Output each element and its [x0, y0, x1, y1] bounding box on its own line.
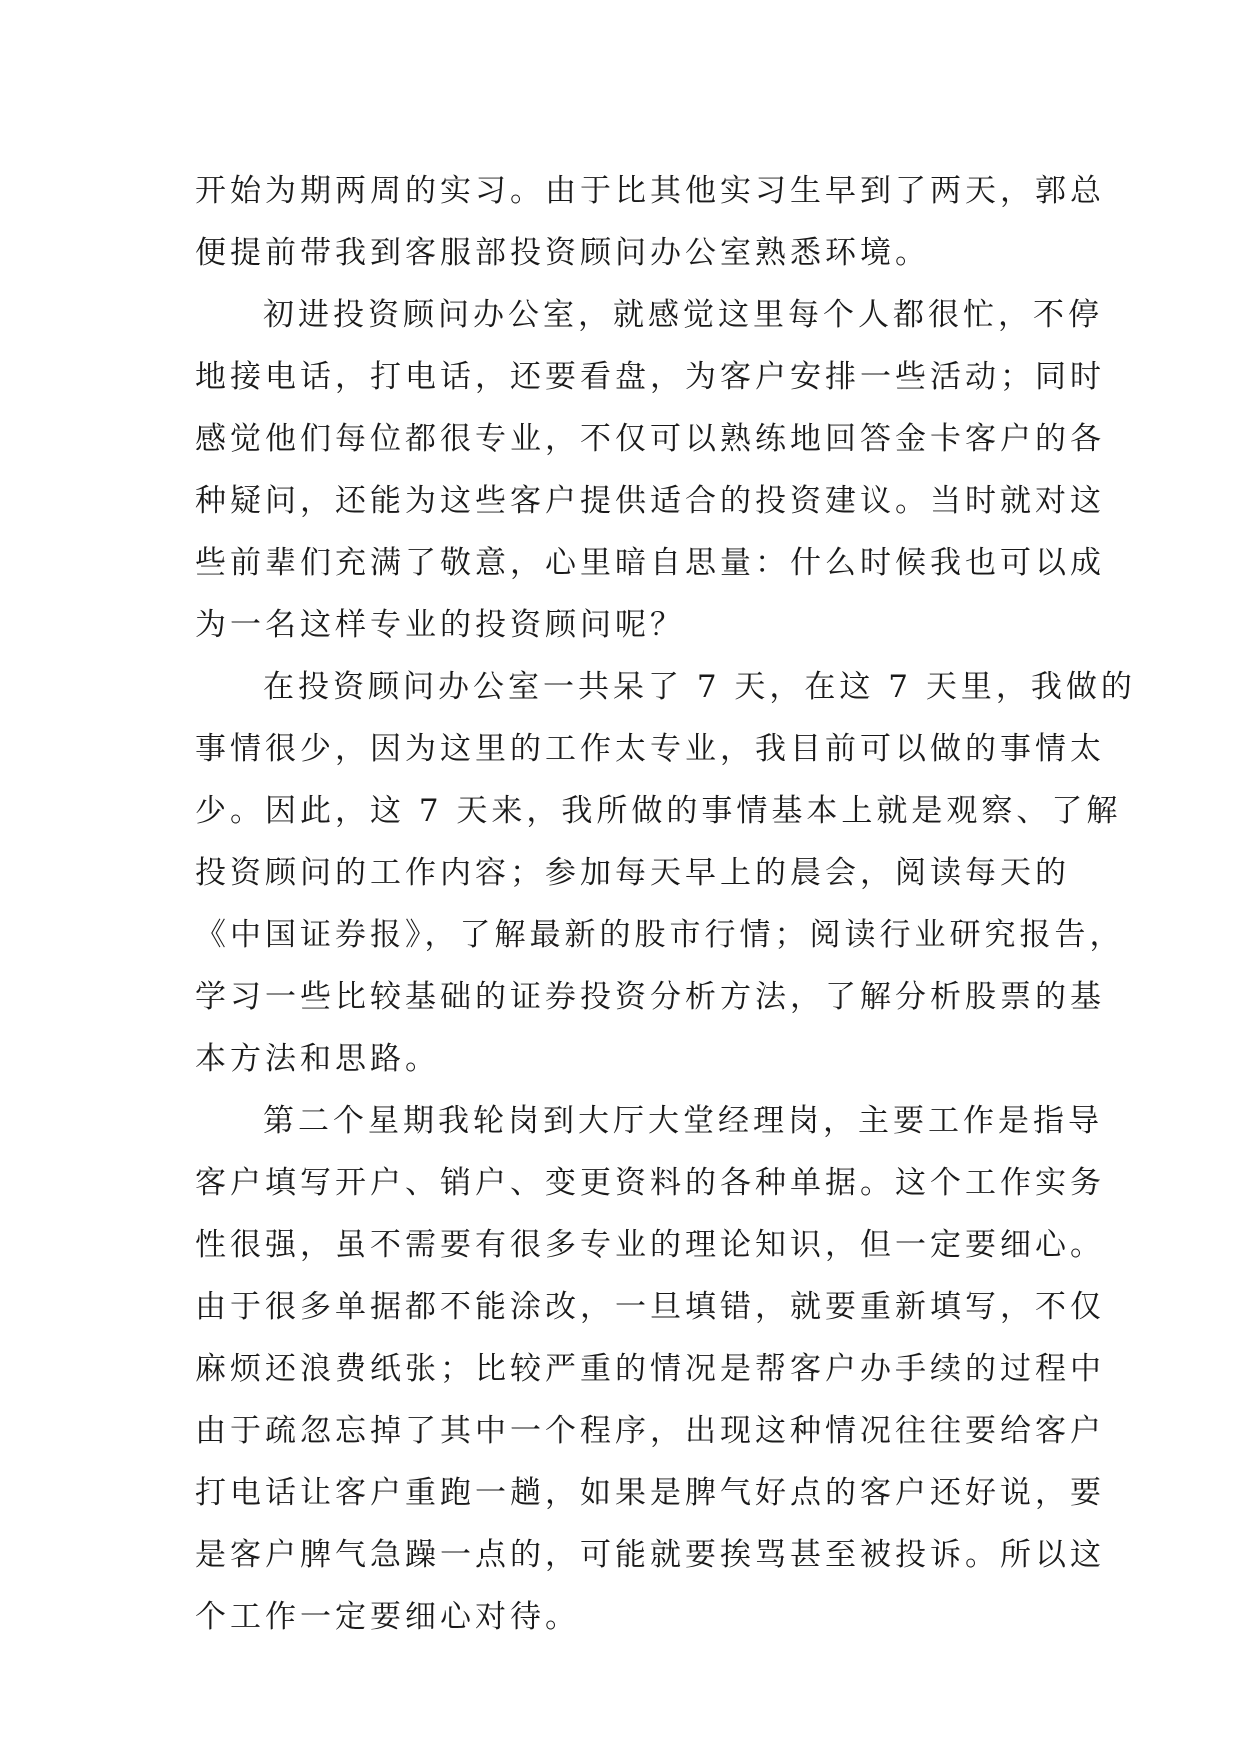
text-line: 《中国证券报》，了解最新的股市行情；阅读行业研究报告， [195, 917, 1125, 953]
document-body [195, 160, 1136, 1648]
text-line: 地接电话，打电话，还要看盘，为客户安排一些活动；同时 [195, 359, 1105, 395]
text-line: 是客户脾气急躁一点的，可能就要挨骂甚至被投诉。所以这 [195, 1537, 1105, 1573]
paragraph-first-line: 第二个星期我轮岗到大厅大堂经理岗，主要工作是指导 [263, 1103, 1103, 1139]
text-line: 种疑问，还能为这些客户提供适合的投资建议。当时就对这 [195, 483, 1105, 519]
text-line: 本方法和思路。 [195, 1041, 440, 1077]
paragraph-first-line: 在投资顾问办公室一共呆了 7 天，在这 7 天里，我做的 [263, 669, 1136, 705]
text-line: 感觉他们每位都很专业，不仅可以熟练地回答金卡客户的各 [195, 421, 1105, 457]
paragraph-first-line: 初进投资顾问办公室，就感觉这里每个人都很忙，不停 [263, 297, 1103, 333]
text-line: 性很强，虽不需要有很多专业的理论知识，但一定要细心。 [195, 1227, 1105, 1263]
text-line: 麻烦还浪费纸张；比较严重的情况是帮客户办手续的过程中 [195, 1351, 1105, 1387]
text-line: 打电话让客户重跑一趟，如果是脾气好点的客户还好说，要 [195, 1475, 1105, 1511]
text-line: 个工作一定要细心对待。 [195, 1599, 580, 1635]
text-line: 学习一些比较基础的证券投资分析方法，了解分析股票的基 [195, 979, 1105, 1015]
text-line: 些前辈们充满了敬意，心里暗自思量：什么时候我也可以成 [195, 545, 1105, 581]
text-line: 投资顾问的工作内容；参加每天早上的晨会，阅读每天的 [195, 855, 1070, 891]
text-line: 事情很少，因为这里的工作太专业，我目前可以做的事情太 [195, 731, 1105, 767]
text-line: 开始为期两周的实习。由于比其他实习生早到了两天，郭总 [195, 173, 1105, 209]
text-line: 为一名这样专业的投资顾问呢？ [195, 607, 685, 643]
text-line: 由于疏忽忘掉了其中一个程序，出现这种情况往往要给客户 [195, 1413, 1105, 1449]
text-line: 便提前带我到客服部投资顾问办公室熟悉环境。 [195, 235, 930, 271]
text-line: 客户填写开户、销户、变更资料的各种单据。这个工作实务 [195, 1165, 1105, 1201]
text-line: 少。因此，这 7 天来，我所做的事情基本上就是观察、了解 [195, 793, 1122, 829]
text-line: 由于很多单据都不能涂改，一旦填错，就要重新填写，不仅 [195, 1289, 1105, 1325]
